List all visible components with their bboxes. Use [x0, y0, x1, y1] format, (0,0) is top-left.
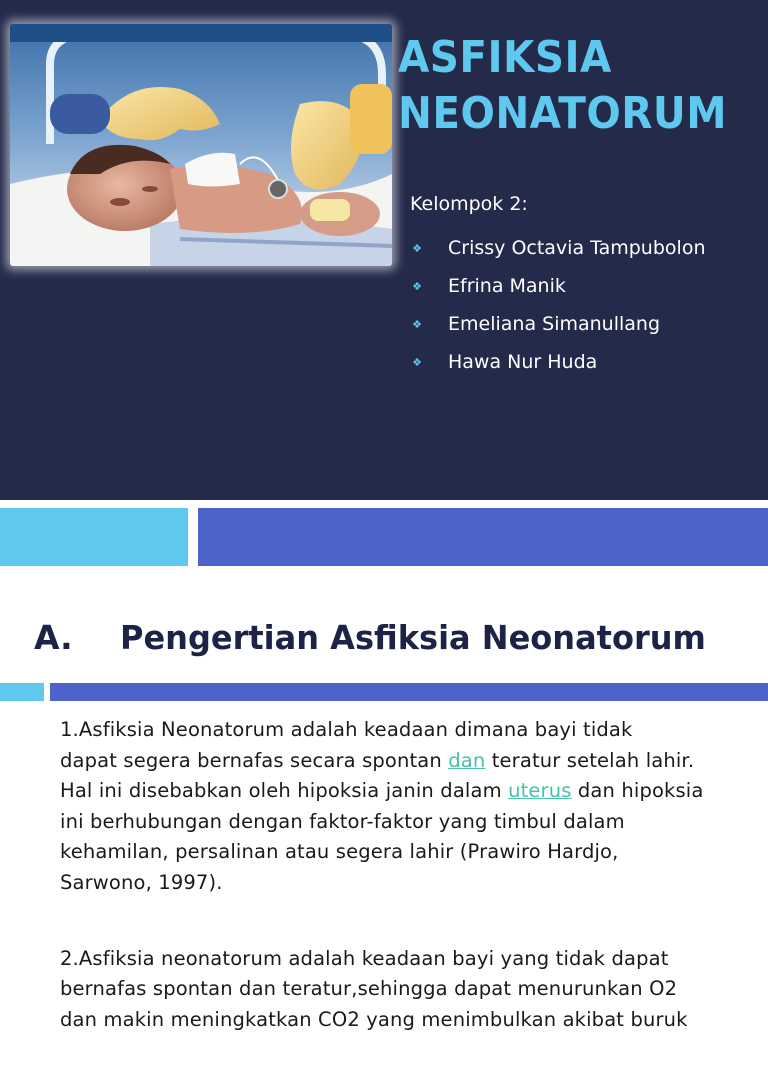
- member-list: [410, 229, 705, 381]
- text-line: [60, 776, 760, 807]
- heading-number: A.: [34, 618, 73, 657]
- list-item: [410, 267, 705, 305]
- group-label: Kelompok 2:: [410, 193, 528, 215]
- text-line: 1.Asfiksia Neonatorum adalah keadaan dimana bayi tidak: [60, 718, 633, 741]
- diamond-bullet-icon: ❖: [412, 317, 422, 331]
- heading-text: Pengertian Asfiksia Neonatorum: [120, 618, 706, 657]
- text-line: dan makin meningkatkan CO2 yang menimbulkan akibat buruk: [60, 1007, 688, 1031]
- slide-title: [398, 30, 737, 142]
- text-line: Sarwono, 1997).: [60, 870, 223, 894]
- accent-bar-blue: [198, 508, 768, 566]
- list-item: [410, 305, 705, 343]
- text-line: kehamilan, persalinan atau segera lahir (Prawiro Hardjo,: [60, 840, 619, 864]
- newborn-incubator-photo: [10, 24, 392, 266]
- title-slide: [0, 0, 768, 500]
- member-name: Hawa Nur Huda: [448, 351, 598, 373]
- diamond-bullet-icon: ❖: [412, 279, 422, 293]
- member-name: Efrina Manik: [448, 275, 566, 297]
- text-segment: teratur setelah lahir.: [485, 748, 695, 772]
- diamond-bullet-icon: ❖: [412, 355, 422, 369]
- member-name: Crissy Octavia Tampubolon: [448, 237, 706, 259]
- accent-bar-cyan: [0, 508, 188, 566]
- paragraph-1: [60, 715, 760, 899]
- text-segment: dan hipoksia: [571, 779, 704, 803]
- list-item: [410, 229, 705, 267]
- title-line-2: NEONATORUM: [398, 88, 727, 139]
- text-line: 2.Asfiksia neonatorum adalah keadaan bayi yang tidak dapat: [60, 946, 669, 970]
- text-line: [60, 746, 760, 777]
- body-text: [60, 715, 760, 1080]
- member-name: Emeliana Simanullang: [448, 313, 661, 335]
- text-line: bernafas spontan dan teratur,sehingga dapat menurunkan O2: [60, 977, 678, 1001]
- text-line: ini berhubungan dengan faktor-faktor yang timbul dalam: [60, 809, 625, 833]
- diamond-bullet-icon: ❖: [412, 241, 422, 255]
- slide-divider: [0, 500, 768, 508]
- link-uterus[interactable]: uterus: [508, 779, 572, 803]
- paragraph-2: [60, 944, 760, 1036]
- text-segment: dapat segera bernafas secara spontan: [60, 748, 449, 772]
- text-segment: Hal ini disebabkan oleh hipoksia janin dalam: [60, 779, 509, 803]
- link-dan[interactable]: dan: [448, 748, 486, 772]
- heading-underline-blue: [50, 683, 768, 701]
- heading-underline-cyan: [0, 683, 44, 701]
- title-line-1: ASFIKSIA: [398, 32, 612, 83]
- list-item: [410, 343, 705, 381]
- section-heading: [34, 612, 764, 664]
